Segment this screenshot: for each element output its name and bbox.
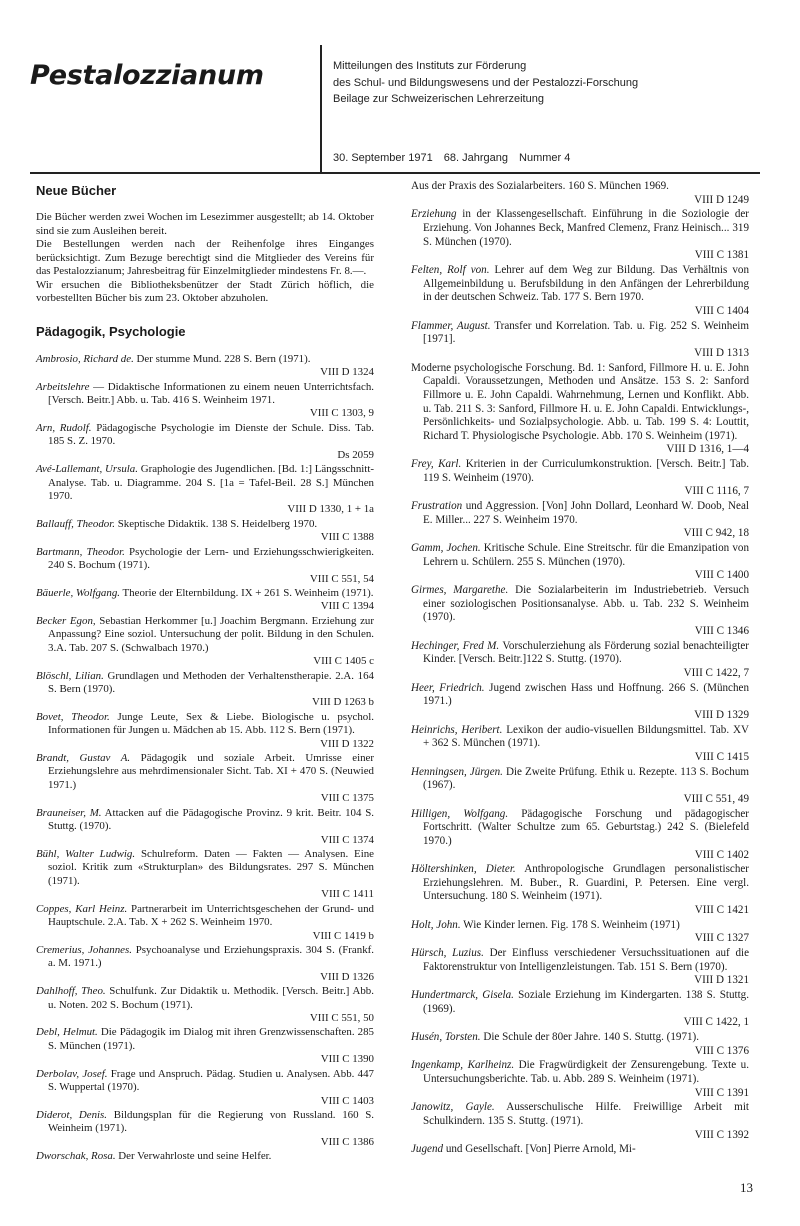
- entry-text: Wie Kinder lernen. Fig. 178 S. Weinheim (1971): [460, 918, 680, 931]
- entry-author: Hundertmarck, Gisela.: [411, 989, 514, 1002]
- entry-text: und Gesellschaft. [Von] Pierre Arnold, Mi-: [443, 1143, 636, 1156]
- bibliography-entry: [36, 546, 374, 586]
- entry-signature: VIII C 1394: [320, 600, 374, 613]
- entry-text: Anthropologische Grundlagen personalistischer Erziehungslehren. M. Buber., R. Guardini, P. Petersen. Eine vergl. Untersuchung. 180 S. Weinheim (1971).: [423, 863, 749, 903]
- entry-text: Pädagogische Forschung und pädagogischer Fortschritt. (Walter Schultze zum 65. Geburtstag.) 242 S. (Bielefeld 1970.): [423, 807, 749, 847]
- publication-title: Pestalozzianum: [30, 60, 264, 91]
- entry-signature: VIII C 942, 18: [683, 527, 749, 540]
- entry-text: Die Pädagogik im Dialog mit ihren Grenzwissenschaften. 285 S. München (1971).: [48, 1026, 374, 1052]
- bibliography-entry: [411, 180, 749, 207]
- bibliography-entry: [411, 1143, 749, 1157]
- bibliography-entry: [411, 208, 749, 263]
- entry-signature: VIII C 1415: [694, 750, 749, 763]
- entry-text: Schulreform. Daten — Fakten — Analysen. Eine soziol. Kritik zum «Strukturplan» des Bildungsrates. 297 S. München (1971).: [48, 847, 374, 887]
- bibliography-entry: [36, 1026, 374, 1066]
- entry-author: Flammer, August.: [411, 319, 491, 332]
- entry-signature: VIII C 1419 b: [312, 929, 374, 942]
- entry-text: Der stumme Mund. 228 S. Bern (1971).: [133, 352, 311, 365]
- entry-text: in der Klassengesellschaft. Einführung in die Soziologie der Erziehung. Von Johannes Beck, Manfred Clemenz, Franz Heinisch... 319 S. München (1970).: [423, 208, 749, 248]
- entry-signature: VIII D 1263 b: [311, 696, 374, 709]
- page-number: 13: [740, 1180, 753, 1195]
- entry-signature: VIII C 1381: [694, 249, 749, 262]
- entry-author: Derbolav, Josef.: [36, 1067, 108, 1080]
- subtitle-line: Beilage zur Schweizerischen Lehrerzeitung: [333, 93, 544, 105]
- publication-subtitle: [333, 58, 638, 108]
- entry-signature: VIII C 1392: [694, 1128, 749, 1141]
- bibliography-entry: [411, 919, 749, 946]
- entry-author: Brauneiser, M.: [36, 806, 102, 819]
- entry-author: Coppes, Karl Heinz.: [36, 902, 128, 915]
- issue-info: [333, 152, 578, 164]
- section-heading: Pädagogik, Psychologie: [36, 324, 186, 340]
- intro-paragraph: Wir ersuchen die Bibliotheksbenützer der Stadt Zürich höflich, die vorbestellten Bücher bis zum 23. Oktober abzuholen.: [36, 278, 374, 304]
- entry-signature: VIII C 1375: [320, 792, 374, 805]
- entry-text: Junge Leute, Sex & Liebe. Biologische u. psychol. Informationen für Jungen u. Mädchen ab 15. Abb. 112 S. Bern (1971).: [48, 710, 374, 737]
- bibliography-entry: [36, 985, 374, 1025]
- entry-signature: VIII C 1403: [320, 1094, 374, 1107]
- bibliography-list-left: [36, 353, 374, 1164]
- bibliography-entry: [36, 381, 374, 421]
- entry-author: Frey, Karl.: [411, 458, 462, 471]
- entry-text: und Aggression. [Von] John Dollard, Leonhard W. Doob, Neal E. Miller... 227 S. Weinheim 1970.: [423, 500, 749, 526]
- entry-text: Ausserschulische Hilfe. Freiwillige Arbeit mit Schulkindern. 135 S. Stuttg. (1971).: [423, 1101, 749, 1127]
- entry-text: — Didaktische Informationen zu einem neuen Unterrichtsfach. [Versch. Beitr.] Abb. u. Tab. 416 S. Weinheim 1971.: [48, 380, 374, 407]
- bibliography-entry: [411, 724, 749, 765]
- entry-signature: VIII C 1346: [694, 625, 749, 637]
- entry-text: Vorschulerziehung als Förderung sozial benachteiligter Kinder. [Versch. Beitr.]122 S. Stuttg. (1970).: [423, 639, 749, 666]
- entry-signature: VIII D 1330, 1 + 1a: [287, 503, 374, 516]
- bibliography-entry: [411, 458, 749, 499]
- entry-author: Bühl, Walter Ludwig.: [36, 847, 136, 860]
- entry-signature: VIII C 1421: [694, 904, 749, 917]
- entry-signature: VIII C 551, 50: [309, 1012, 374, 1025]
- entry-signature: VIII C 1405 c: [313, 655, 374, 668]
- bibliography-entry: [411, 542, 749, 583]
- entry-text: Psychoanalyse und Erziehungspraxis. 304 S. (Frankf. a. M. 1971.): [48, 943, 374, 970]
- entry-text: Aus der Praxis des Sozialarbeiters. 160 S. München 1969.: [411, 180, 669, 192]
- entry-author: Felten, Rolf von.: [411, 263, 490, 276]
- intro-paragraph: Die Bestellungen werden nach der Reihenfolge ihres Einganges berücksichtigt. Zum Bezuge berechtigt sind die Mitglieder des Vereins für das Pestalozzianum; Jahresbeitrag für Einzelmitglieder mindestens Fr. 8.—.: [36, 238, 374, 278]
- issue-number: Nummer 4: [519, 152, 571, 164]
- entry-author: Arbeitslehre: [36, 380, 90, 393]
- bibliography-entry: [411, 320, 749, 361]
- entry-author: Brandt, Gustav A.: [36, 752, 131, 765]
- entry-signature: VIII D 1324: [320, 366, 374, 379]
- bibliography-entry: [36, 1150, 374, 1163]
- entry-signature: VIII C 1327: [694, 932, 749, 945]
- entry-author: Girmes, Margarethe.: [411, 584, 509, 597]
- bibliography-entry: [36, 463, 374, 517]
- entry-author: Avé-Lallemant, Ursula.: [36, 463, 138, 476]
- bibliography-list-right: [411, 180, 749, 1157]
- entry-text: Theorie der Elternbildung. IX + 261 S. Weinheim (1971).: [120, 586, 374, 599]
- entry-author: Ballauff, Theodor.: [36, 517, 115, 530]
- bibliography-entry: [36, 1068, 374, 1108]
- entry-text: Der Verwahrloste und seine Helfer.: [115, 1150, 272, 1163]
- entry-author: Bäuerle, Wolfgang.: [36, 586, 120, 599]
- entry-text: Lexikon der audio-visuellen Bildungsmittel. Tab. XV + 362 S. München (1971).: [423, 723, 749, 750]
- entry-author: Bartmann, Theodor.: [36, 545, 125, 558]
- intro-heading: Neue Bücher: [36, 183, 117, 198]
- entry-author: Hürsch, Luzius.: [411, 947, 484, 960]
- entry-author: Bovet, Theodor.: [36, 710, 110, 723]
- bibliography-entry: [411, 362, 749, 458]
- entry-signature: VIII C 1388: [320, 531, 374, 544]
- issue-volume: 68. Jahrgang: [443, 152, 508, 164]
- bibliography-entry: [36, 1109, 374, 1149]
- entry-author: Becker Egon,: [36, 614, 96, 627]
- entry-text: Die Sozialarbeiterin im Industriebetrieb. Versuch einer soziologischen Positionsanalyse. Abb. u. Tab. 232 S. Weinheim (1970).: [423, 584, 749, 624]
- entry-author: Janowitz, Gayle.: [411, 1101, 495, 1114]
- bibliography-entry: [36, 711, 374, 751]
- entry-signature: VIII C 1404: [694, 304, 749, 317]
- entry-signature: VIII C 1303, 9: [309, 407, 374, 420]
- bibliography-entry: [411, 863, 749, 918]
- vertical-divider: [320, 45, 322, 172]
- bibliography-entry: [36, 752, 374, 806]
- bibliography-entry: [411, 500, 749, 541]
- entry-text: Schulfunk. Zur Didaktik u. Methodik. [Versch. Beitr.] Abb. u. Noten. 202 S. Bochum (1971).: [48, 985, 374, 1011]
- bibliography-entry: [36, 670, 374, 710]
- entry-text: Die Fragwürdigkeit der Zensurengebung. Texte u. Untersuchungsberichte. Tab. u. Abb. 289 S. Weinheim (1971).: [423, 1059, 750, 1085]
- entry-signature: VIII D 1249: [694, 193, 749, 206]
- bibliography-entry: [411, 640, 749, 681]
- bibliography-entry: [36, 422, 374, 462]
- entry-text: Bildungsplan für die Regierung von Russland. 160 S. Weinheim (1971).: [48, 1109, 374, 1135]
- bibliography-entry: [411, 584, 749, 639]
- entry-author: Jugend: [411, 1143, 444, 1156]
- bibliography-entry: [411, 947, 749, 988]
- subtitle-line: des Schul- und Bildungswesens und der Pestalozzi-Forschung: [333, 76, 639, 89]
- entry-author: Dworschak, Rosa.: [36, 1150, 116, 1163]
- entry-text: Kritische Schule. Eine Streitschr. für die Emanzipation von Lehrern u. Schülern. 255 S. München (1970).: [423, 542, 749, 568]
- bibliography-entry: [36, 518, 374, 545]
- bibliography-entry: [36, 903, 374, 943]
- entry-text: Lehrer auf dem Weg zur Bildung. Das Verhältnis von Allgemeinbildung u. Berufsbildung in den Anfängen der Lehrerbildung in der deutschen Schweiz. Tab. 177 S. Bern 1970.: [423, 263, 749, 304]
- header-rule: [30, 172, 760, 174]
- bibliography-entry: [36, 615, 374, 669]
- entry-author: Frustration: [411, 500, 463, 513]
- entry-signature: VIII D 1326: [320, 970, 374, 983]
- entry-author: Husén, Torsten.: [411, 1031, 481, 1044]
- entry-author: Hilligen, Wolfgang.: [411, 807, 509, 820]
- bibliography-entry: [411, 1101, 749, 1142]
- entry-author: Ambrosio, Richard de.: [36, 352, 134, 365]
- bibliography-entry: [411, 264, 749, 319]
- entry-signature: VIII D 1322: [320, 737, 374, 750]
- entry-author: Hechinger, Fred M.: [411, 639, 500, 652]
- entry-signature: VIII D 1316, 1—4: [666, 443, 749, 456]
- bibliography-entry: [411, 682, 749, 723]
- entry-signature: Ds 2059: [337, 448, 374, 461]
- entry-signature: VIII C 1402: [694, 848, 749, 861]
- bibliography-entry: [36, 353, 374, 380]
- entry-signature: VIII C 1386: [320, 1135, 374, 1148]
- intro-paragraph: Die Bücher werden zwei Wochen im Lesezimmer ausgestellt; ab 14. Oktober sind sie zum Ausleihen bereit.: [36, 211, 374, 237]
- entry-signature: VIII C 1116, 7: [684, 485, 749, 498]
- entry-text: Jugend zwischen Hass und Hoffnung. 266 S. (München 1971.): [423, 681, 749, 708]
- entry-signature: VIII D 1313: [694, 346, 749, 359]
- entry-text: Moderne psychologische Forschung. Bd. 1: Sanford, Fillmore H. u. E. John Capaldi. Voraussetzungen, Methoden und Ansätze. 153 S. 2: Sanford Fillmore u. E. John Capaldi. Wahrnehmung, Lernen und Konflikt. Abb. u. Tab. 211 S. 3: Sanford, Fillmore H. u. E. John Capaldi. Entwicklungs-, Persönlichkeits- und Sozialpsychologie. Abb. u. Tab. 199 S. 4: Louttit, Richard T. Physiologische Psychologie. Abb. 170 S. Weinheim (1971).: [411, 361, 749, 442]
- bibliography-entry: [411, 1059, 749, 1100]
- entry-text: Der Einfluss verschiedener Versuchssituationen auf die Faktorenstruktur von Intelligenzleistungen. Tab. 151 S. Bern (1970).: [423, 947, 749, 973]
- entry-text: Sebastian Herkommer [u.] Joachim Bergmann. Erziehung zur Anpassung? Eine soziol. Untersuchung der polit. Bildung in den Schulen. 3.A. Tab. 207 S. (Schwalbach 1970.): [48, 614, 374, 654]
- entry-text: Kriterien in der Curriculumkonstruktion. [Versch. Beitr.] Tab. 119 S. Weinheim (1970).: [423, 458, 749, 484]
- entry-signature: VIII C 1376: [694, 1044, 749, 1057]
- entry-text: Attacken auf die Pädagogische Provinz. 9 krit. Beitr. 104 S. Stuttg. (1970).: [48, 806, 375, 833]
- entry-author: Höltershinken, Dieter.: [411, 863, 516, 876]
- bibliography-entry: [411, 766, 749, 807]
- entry-signature: VIII C 1422, 1: [683, 1016, 749, 1029]
- entry-author: Erziehung: [411, 208, 457, 221]
- entry-signature: VIII C 551, 54: [309, 572, 374, 585]
- subtitle-line: Mitteilungen des Instituts zur Förderung: [333, 60, 527, 72]
- masthead: [0, 0, 800, 172]
- entry-signature: VIII C 1422, 7: [683, 666, 749, 679]
- bibliography-entry: [36, 587, 374, 614]
- entry-author: Heinrichs, Heribert.: [411, 723, 503, 736]
- entry-text: Psychologie der Lern- und Erziehungsschwierigkeiten. 240 S. Bochum (1971).: [48, 545, 374, 572]
- entry-author: Diderot, Denis.: [36, 1109, 108, 1121]
- entry-author: Dahlhoff, Theo.: [36, 985, 106, 998]
- entry-text: Soziale Erziehung im Kindergarten. 138 S. Stuttg. (1969).: [423, 989, 749, 1015]
- entry-author: Debl, Helmut.: [36, 1026, 98, 1039]
- entry-author: Holt, John.: [411, 918, 461, 931]
- entry-text: Die Zweite Prüfung. Ethik u. Rezepte. 113 S. Bochum (1967).: [423, 765, 749, 792]
- entry-signature: VIII C 551, 49: [683, 792, 749, 805]
- entry-text: Graphologie des Jugendlichen. [Bd. 1:] Längsschnitt-Analyse. Tab. u. Diagramme. 204 S. [1a = Tafel-Beil. 28 S.] München 1970.: [48, 463, 374, 503]
- entry-signature: VIII C 1411: [321, 888, 374, 901]
- entry-signature: VIII C 1390: [320, 1053, 374, 1066]
- entry-signature: VIII C 1374: [320, 833, 374, 846]
- bibliography-entry: [36, 848, 374, 902]
- entry-author: Cremerius, Johannes.: [36, 943, 132, 956]
- entry-author: Gamm, Jochen.: [411, 542, 481, 555]
- entry-text: Skeptische Didaktik. 138 S. Heidelberg 1970.: [114, 517, 318, 530]
- bibliography-entry: [411, 1031, 749, 1058]
- entry-text: Partnerarbeit im Unterrichtsgeschehen der Grund- und Hauptschule. 2.A. Tab. X + 262 S. Weinheim 1970.: [48, 902, 374, 929]
- entry-text: Transfer und Korrelation. Tab. u. Fig. 252 S. Weinheim [1971].: [423, 319, 749, 346]
- entry-author: Ingenkamp, Karlheinz.: [411, 1059, 515, 1072]
- entry-author: Blöschl, Lilian.: [36, 669, 104, 682]
- entry-text: Die Schule der 80er Jahre. 140 S. Stuttg. (1971).: [480, 1031, 700, 1044]
- left-column: [36, 180, 374, 1165]
- entry-author: Heer, Friedrich.: [411, 681, 485, 694]
- bibliography-entry: [411, 989, 749, 1030]
- entry-signature: VIII D 1321: [694, 974, 749, 987]
- issue-date: 30. September 1971: [333, 152, 433, 164]
- entry-signature: VIII D 1329: [694, 708, 749, 721]
- entry-signature: VIII C 1400: [694, 569, 749, 582]
- bibliography-entry: [411, 808, 749, 863]
- entry-text: Pädagogische Psychologie im Dienste der Schule. Diss. Tab. 185 S. Z. 1970.: [48, 421, 374, 448]
- entry-author: Henningsen, Jürgen.: [411, 765, 503, 778]
- bibliography-entry: [36, 807, 374, 847]
- entry-author: Arn, Rudolf.: [36, 421, 92, 434]
- entry-text: Frage und Anspruch. Pädag. Studien u. Analysen. Abb. 447 S. Wuppertal (1970).: [48, 1067, 374, 1094]
- entry-signature: VIII C 1391: [694, 1086, 749, 1099]
- bibliography-entry: [36, 944, 374, 984]
- entry-text: Grundlagen und Methoden der Verhaltenstherapie. 2.A. 164 S. Bern (1970).: [48, 669, 374, 695]
- right-column: [411, 180, 749, 1158]
- entry-text: Pädagogik und soziale Arbeit. Umrisse einer Erziehungslehre aus mehrdimensionaler Sicht. Tab. XI + 470 S. (Neuwied 1971.): [48, 752, 374, 791]
